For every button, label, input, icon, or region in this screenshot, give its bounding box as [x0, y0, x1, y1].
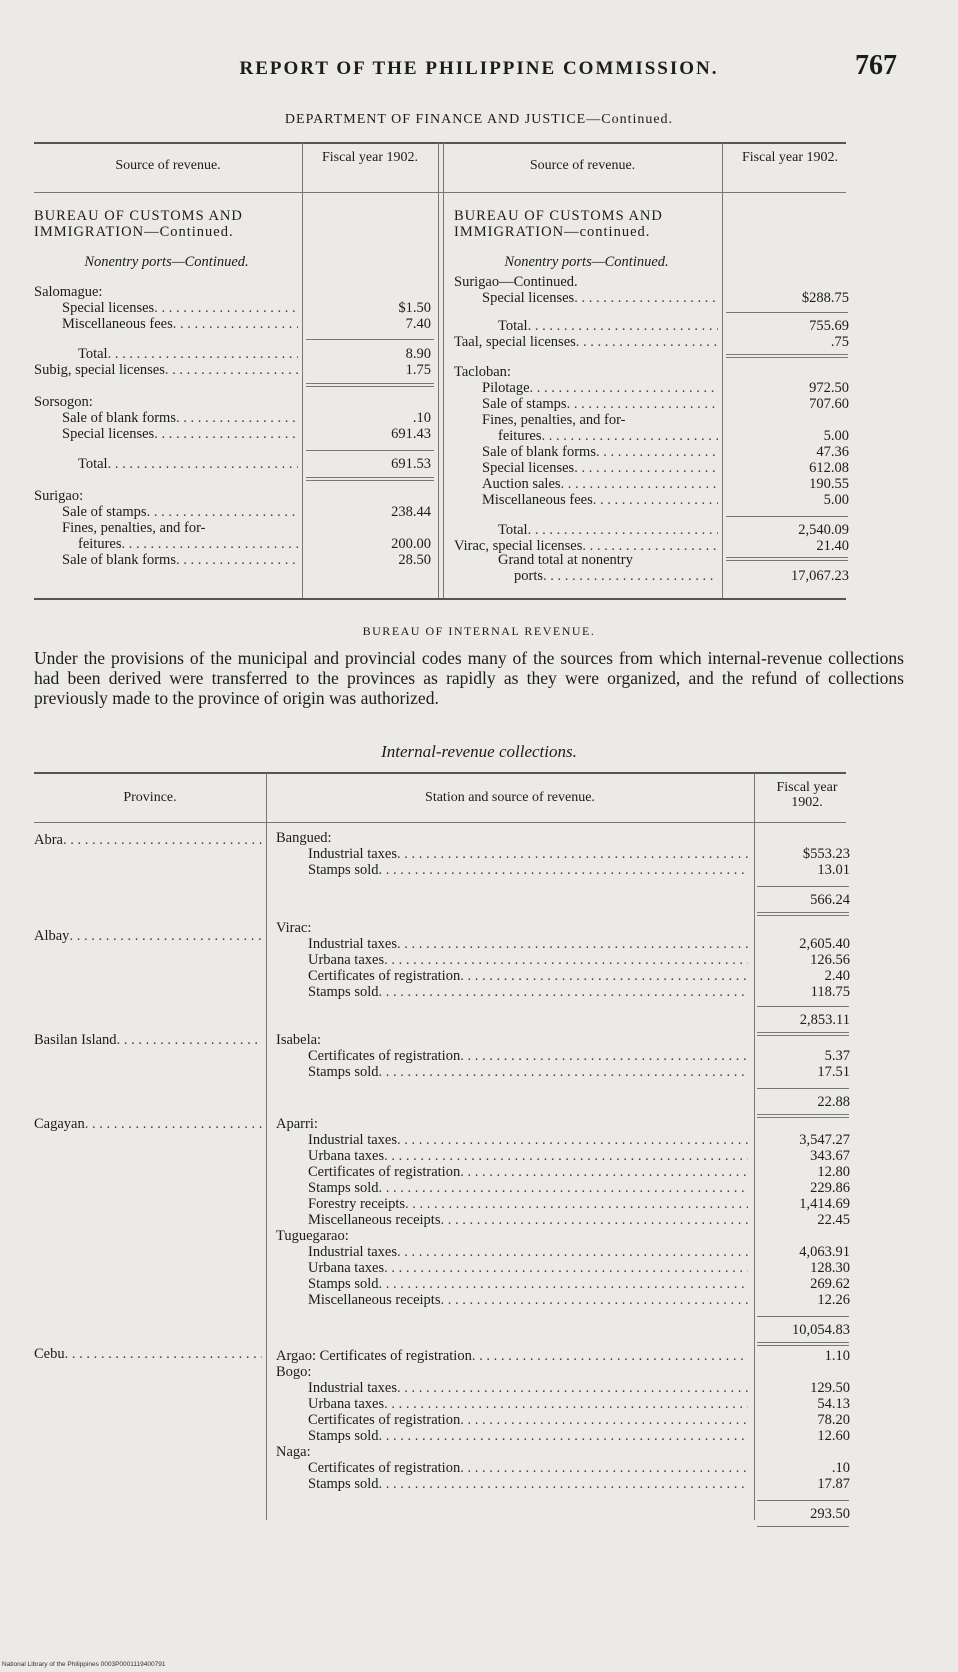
list-item: Sale of blank forms . . .	[482, 444, 718, 460]
amount: 78.20	[817, 1412, 850, 1428]
province-cebu: Cebu . . .	[34, 1346, 262, 1362]
sum-rule	[726, 357, 848, 358]
list-item: Grand total at nonentry	[498, 552, 633, 568]
total-row: Total . . .	[498, 522, 718, 538]
sum-rule	[757, 1032, 849, 1033]
amount: 691.43	[391, 426, 431, 442]
amount: 28.50	[398, 552, 431, 568]
province-albay: Albay . . .	[34, 928, 262, 944]
amount: 343.67	[810, 1148, 850, 1164]
table-rule	[34, 598, 846, 600]
list-item: Miscellaneous fees . . .	[482, 492, 718, 508]
sum-rule	[726, 312, 848, 313]
amount: 972.50	[809, 380, 849, 396]
list-item: Fines, penalties, and for-	[62, 520, 206, 536]
amount: 12.26	[817, 1292, 850, 1308]
table-row: Industrial taxes . . .	[308, 1132, 748, 1148]
bureau-heading: BUREAU OF CUSTOMS AND IMMIGRATION—Continued.	[34, 208, 243, 240]
amount: 118.75	[810, 984, 850, 1000]
station-heading: Naga:	[276, 1444, 311, 1460]
sum-rule	[757, 1006, 849, 1007]
table-row: Forestry receipts . . .	[308, 1196, 748, 1212]
list-item: Special licenses . . .	[62, 300, 298, 316]
table-row: Stamps sold . . .	[308, 862, 748, 878]
list-item: Salomague:	[34, 284, 103, 300]
list-item: Subig, special licenses . . .	[34, 362, 298, 378]
sum-rule	[757, 1114, 849, 1115]
column-header-source: Source of revenue.	[115, 158, 221, 173]
table-row: Certificates of registration . . .	[308, 1164, 748, 1180]
amount: .10	[831, 1460, 850, 1476]
sum-rule	[757, 1316, 849, 1317]
subheading: Nonentry ports—Continued.	[504, 254, 669, 270]
scan-footer: National Library of the Philippines 0003P0001119400791	[2, 1661, 166, 1668]
list-item: Surigao—Continued.	[454, 274, 578, 290]
department-subtitle: DEPARTMENT OF FINANCE AND JUSTICE—Continued.	[284, 112, 674, 127]
sum-rule	[757, 1035, 849, 1036]
sum-rule	[757, 1117, 849, 1118]
sum-rule	[306, 386, 434, 387]
station-heading: Tuguegarao:	[276, 1228, 349, 1244]
table-row: Urbana taxes . . .	[308, 1260, 748, 1276]
sum-rule	[306, 383, 434, 384]
amount: 5.00	[823, 492, 849, 508]
amount: 47.36	[816, 444, 849, 460]
column-header-fiscal: Fiscal year 1902.	[321, 150, 419, 165]
table-rule	[34, 772, 846, 774]
table-row: Stamps sold . . .	[308, 1180, 748, 1196]
amount: 13.01	[817, 862, 850, 878]
table-caption: Internal-revenue collections.	[381, 742, 577, 761]
subtotal: 293.50	[810, 1506, 850, 1522]
amount: 269.62	[810, 1276, 850, 1292]
table-row: Miscellaneous receipts . . .	[308, 1292, 748, 1308]
list-item: Tacloban:	[454, 364, 511, 380]
table-row: Certificates of registration . . .	[308, 1048, 748, 1064]
column-divider	[438, 143, 439, 598]
amount: $553.23	[802, 846, 850, 862]
amount: 190.55	[809, 476, 849, 492]
amount: .75	[830, 334, 849, 350]
station-heading: Aparri:	[276, 1116, 318, 1132]
table-row: Stamps sold . . .	[308, 1276, 748, 1292]
table-row: Industrial taxes . . .	[308, 936, 748, 952]
list-item: Virac, special licenses . . .	[454, 538, 718, 554]
amount: 126.56	[810, 952, 850, 968]
list-item: feitures . . .	[78, 536, 298, 552]
amount: 1.10	[824, 1348, 850, 1364]
sum-rule	[757, 1526, 849, 1527]
amount: 707.60	[809, 396, 849, 412]
amount: 5.37	[824, 1048, 850, 1064]
table-row: Miscellaneous receipts . . .	[308, 1212, 748, 1228]
column-divider	[266, 773, 267, 1520]
column-header-source: Source of revenue.	[529, 158, 636, 173]
station-heading: Bangued:	[276, 830, 332, 846]
table-rule	[34, 822, 846, 823]
table-row: Certificates of registration . . .	[308, 1460, 748, 1476]
sum-rule	[726, 354, 848, 355]
list-item: feitures . . .	[498, 428, 718, 444]
list-item: Taal, special licenses . . .	[454, 334, 718, 350]
amount: 7.40	[405, 316, 431, 332]
table-rule	[34, 192, 846, 193]
amount: 128.30	[810, 1260, 850, 1276]
amount: 1.75	[405, 362, 431, 378]
station-heading: Bogo:	[276, 1364, 312, 1380]
column-divider	[722, 143, 723, 598]
sum-rule	[757, 1088, 849, 1089]
table-row: Certificates of registration . . .	[308, 968, 748, 984]
subheading: Nonentry ports—Continued.	[84, 254, 249, 270]
amount: 2,605.40	[799, 936, 850, 952]
table-row: Stamps sold . . .	[308, 984, 748, 1000]
amount: 12.60	[817, 1428, 850, 1444]
amount: 238.44	[391, 504, 431, 520]
grand-total-row: ports . . .	[514, 568, 718, 584]
amount: 5.00	[823, 428, 849, 444]
amount: 200.00	[391, 536, 431, 552]
list-item: Sale of blank forms . . .	[62, 410, 298, 426]
table-row: Certificates of registration . . .	[308, 1412, 748, 1428]
sum-rule	[306, 480, 434, 481]
table-row: Stamps sold . . .	[308, 1064, 748, 1080]
amount: 2,540.09	[798, 522, 849, 538]
table-row: Stamps sold . . .	[308, 1428, 748, 1444]
sum-rule	[306, 477, 434, 478]
subtotal: 566.24	[810, 892, 850, 908]
column-divider	[443, 143, 444, 598]
amount: 17.87	[817, 1476, 850, 1492]
table-row: Industrial taxes . . .	[308, 1244, 748, 1260]
list-item: Special licenses . . .	[482, 290, 718, 306]
section-heading: BUREAU OF INTERNAL REVENUE.	[362, 624, 596, 638]
amount: 129.50	[810, 1380, 850, 1396]
amount: 2.40	[824, 968, 850, 984]
subtotal: 22.88	[817, 1094, 850, 1110]
table-row: Stamps sold . . .	[308, 1476, 748, 1492]
list-item: Fines, penalties, and for-	[482, 412, 626, 428]
amount: 12.80	[817, 1164, 850, 1180]
table-row: Industrial taxes . . .	[308, 1380, 748, 1396]
province-basilan-island: Basilan Island . . .	[34, 1032, 262, 1048]
report-title: REPORT OF THE PHILIPPINE COMMISSION.	[239, 58, 719, 79]
column-header-station: Station and source of revenue.	[425, 790, 595, 805]
body-paragraph: Under the provisions of the municipal and provincial codes many of the sources from which internal-revenue collections had been derived were transferred to the provinces as rapidly as they were organized, and the refund of collections previously made to the province of origin was authorized.	[34, 648, 904, 708]
amount: 17,067.23	[791, 568, 849, 584]
sum-rule	[306, 339, 434, 340]
table-row: Urbana taxes . . .	[308, 1148, 748, 1164]
column-divider	[754, 773, 755, 1520]
province-abra: Abra . . .	[34, 832, 262, 848]
subtotal: 10,054.83	[792, 1322, 850, 1338]
amount: .10	[412, 410, 431, 426]
page-number: 767	[855, 50, 897, 81]
station-heading: Virac:	[276, 920, 312, 936]
sum-rule	[726, 516, 848, 517]
station-heading: Isabela:	[276, 1032, 322, 1048]
amount: 8.90	[405, 346, 431, 362]
total-row: Total . . .	[78, 346, 298, 362]
amount: 17.51	[817, 1064, 850, 1080]
table-row: Argao: Certificates of registration . . .	[276, 1348, 748, 1364]
table-rule	[34, 142, 846, 144]
amount: 22.45	[817, 1212, 850, 1228]
list-item: Sale of stamps . . .	[62, 504, 298, 520]
column-header-province: Province.	[123, 790, 177, 805]
table-row: Industrial taxes . . .	[308, 846, 748, 862]
total-row: Total . . .	[498, 318, 718, 334]
amount: 54.13	[817, 1396, 850, 1412]
list-item: Sorsogon:	[34, 394, 93, 410]
list-item: Miscellaneous fees . . .	[62, 316, 298, 332]
list-item: Pilotage . . .	[482, 380, 718, 396]
column-divider	[302, 143, 303, 598]
list-item: Special licenses . . .	[62, 426, 298, 442]
subtotal: 2,853.11	[799, 1012, 850, 1028]
sum-rule	[757, 1500, 849, 1501]
table-row: Urbana taxes . . .	[308, 952, 748, 968]
sum-rule	[726, 557, 848, 558]
sum-rule	[757, 912, 849, 913]
list-item: Sale of stamps . . .	[482, 396, 718, 412]
sum-rule	[757, 915, 849, 916]
sum-rule	[757, 1345, 849, 1346]
amount: 755.69	[809, 318, 849, 334]
sum-rule	[306, 450, 434, 451]
amount: 4,063.91	[799, 1244, 850, 1260]
list-item: Special licenses . . .	[482, 460, 718, 476]
amount: $1.50	[398, 300, 431, 316]
list-item: Surigao:	[34, 488, 84, 504]
column-header-fiscal: Fiscal year 1902.	[776, 780, 838, 810]
amount: 229.86	[810, 1180, 850, 1196]
amount: $288.75	[801, 290, 849, 306]
sum-rule	[757, 1342, 849, 1343]
sum-rule	[726, 560, 848, 561]
province-cagayan: Cagayan . . .	[34, 1116, 262, 1132]
table-row: Urbana taxes . . .	[308, 1396, 748, 1412]
list-item: Auction sales . . .	[482, 476, 718, 492]
total-row: Total . . .	[78, 456, 298, 472]
bureau-heading: BUREAU OF CUSTOMS AND IMMIGRATION—continued.	[454, 208, 663, 240]
amount: 1,414.69	[799, 1196, 850, 1212]
amount: 612.08	[809, 460, 849, 476]
column-header-fiscal: Fiscal year 1902.	[741, 150, 839, 165]
amount: 21.40	[816, 538, 849, 554]
list-item: Sale of blank forms . . .	[62, 552, 298, 568]
sum-rule	[757, 886, 849, 887]
amount: 3,547.27	[799, 1132, 850, 1148]
amount: 691.53	[391, 456, 431, 472]
